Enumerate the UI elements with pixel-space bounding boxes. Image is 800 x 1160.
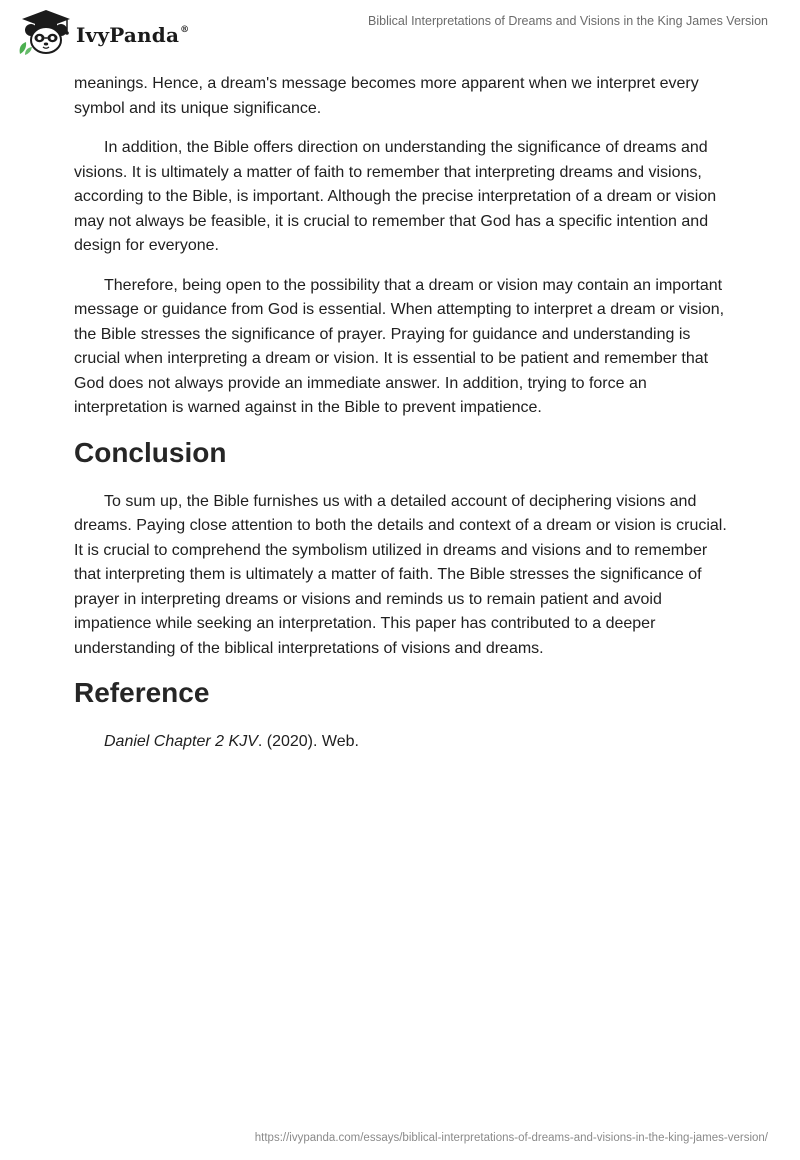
reference-entry	[74, 730, 734, 755]
source-url[interactable]: https://ivypanda.com/essays/biblical-interpretations-of-dreams-and-visions-in-the-king-james-version/	[254, 1132, 768, 1144]
page-header	[0, 0, 800, 64]
document-title: Biblical Interpretations of Dreams and Visions in the King James Version	[368, 14, 768, 28]
conclusion-paragraph: To sum up, the Bible furnishes us with a detailed account of deciphering visions and dreams. Paying close attention to both the details and context of a dream or vision is crucial. It is crucial to comprehend the symbolism utilized in dreams and visions and to remember that interpreting them is ultimately a matter of faith. The Bible stresses the significance of prayer in interpreting dreams or visions and reminds us to remain patient and avoid impatience while seeking an interpretation. This paper has contributed to a deeper understanding of the biblical interpretations of visions and dreams.	[74, 492, 727, 657]
brand-name: IvyPanda®	[76, 23, 190, 47]
paragraph-prayer: Therefore, being open to the possibility that a dream or vision may contain an important message or guidance from God is essential. When attempting to interpret a dream or vision, the Bible stresses the significance of prayer. Praying for guidance and understanding is crucial when interpreting a dream or vision. It is essential to be patient and remember that God does not always provide an immediate answer. In addition, trying to force an interpretation is warned against in the Bible to prevent impatience.	[74, 276, 725, 416]
reference-heading: Reference	[74, 677, 210, 708]
reference-details: . (2020). Web.	[257, 733, 359, 750]
paragraph-faith: In addition, the Bible offers direction on understanding the significance of dreams and visions. It is ultimately a matter of faith to remember that interpreting dreams and visions, according to the Bible, is important. Although the precise interpretation of a dream or vision may not always be feasible, it is crucial to remember that God has a specific intention and design for everyone.	[74, 139, 717, 254]
conclusion-heading: Conclusion	[74, 436, 227, 468]
ivypanda-logo[interactable]	[16, 8, 189, 58]
essay-content	[74, 72, 734, 770]
reference-title: Daniel Chapter 2 KJV	[104, 733, 258, 750]
panda-graduate-icon	[16, 8, 76, 58]
paragraph-continued: meanings. Hence, a dream's message becomes more apparent when we interpret every symbol and its unique significance.	[74, 75, 699, 117]
